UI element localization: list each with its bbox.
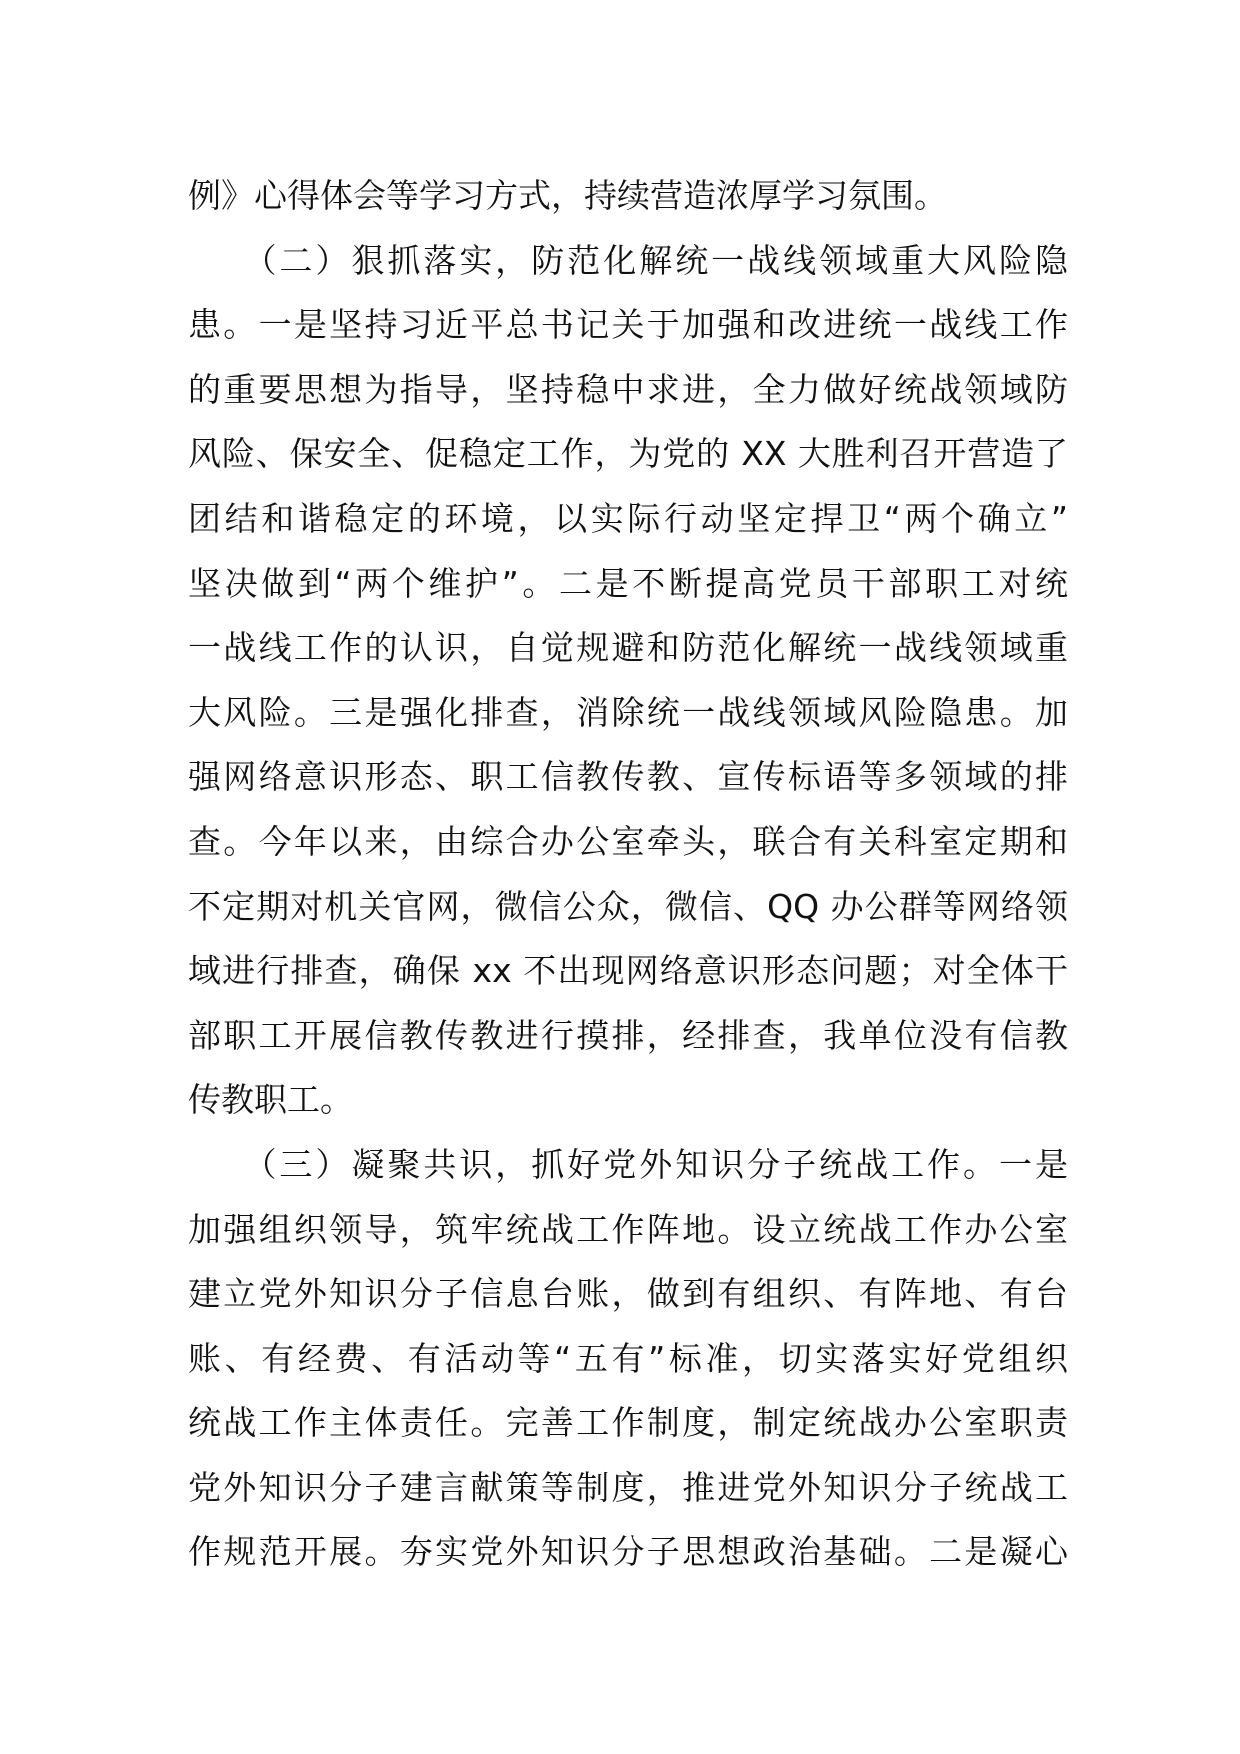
text-line: 建立党外知识分子信息台账，做到有组织、有阵地、有台 [188,1274,1068,1314]
text-line: 账、有经费、有活动等“五有”标准，切实落实好党组织 [188,1338,1068,1378]
text-line: 风险、保安全、促稳定工作，为党的 XX 大胜利召开营造了 [188,434,1068,474]
text-line: 团结和谐稳定的环境，以实际行动坚定捍卫“两个确立” [188,498,1068,538]
text-line: 党外知识分子建言献策等制度，推进党外知识分子统战工 [188,1467,1068,1507]
text-line: 传教职工。 [188,1080,353,1120]
text-line: 大风险。三是强化排查，消除统一战线领域风险隐患。加 [188,692,1068,732]
text-line: 不定期对机关官网，微信公众，微信、QQ 办公群等网络领 [188,886,1068,926]
text-line: 一战线工作的认识，自觉规避和防范化解统一战线领域重 [188,628,1068,668]
text-line: 例》心得体会等学习方式，持续营造浓厚学习氛围。 [188,176,947,215]
text-line: 患。一是坚持习近平总书记关于加强和改进统一战线工作 [188,305,1068,345]
text-line: 查。今年以来，由综合办公室牵头，联合有关科室定期和 [188,821,1068,861]
text-line: 加强组织领导，筑牢统战工作阵地。设立统战工作办公室 [188,1209,1068,1249]
text-line: 强网络意识形态、职工信教传教、宣传标语等多领域的排 [188,757,1068,797]
document-body [188,164,1068,1585]
text-line: （二）狠抓落实，防范化解统一战线领域重大风险隐 [188,240,1068,280]
text-line: 作规范开展。夯实党外知识分子思想政治基础。二是凝心 [188,1532,1068,1572]
text-line: （三）凝聚共识，抓好党外知识分子统战工作。一是 [188,1144,1068,1184]
text-line: 的重要思想为指导，坚持稳中求进，全力做好统战领域防 [188,369,1068,409]
text-line: 部职工开展信教传教进行摸排，经排查，我单位没有信教 [188,1015,1068,1055]
text-line: 坚决做到“两个维护”。二是不断提高党员干部职工对统 [188,563,1068,603]
text-line: 域进行排查，确保 xx 不出现网络意识形态问题；对全体干 [188,951,1068,991]
text-line: 统战工作主体责任。完善工作制度，制定统战办公室职责 [188,1403,1068,1443]
